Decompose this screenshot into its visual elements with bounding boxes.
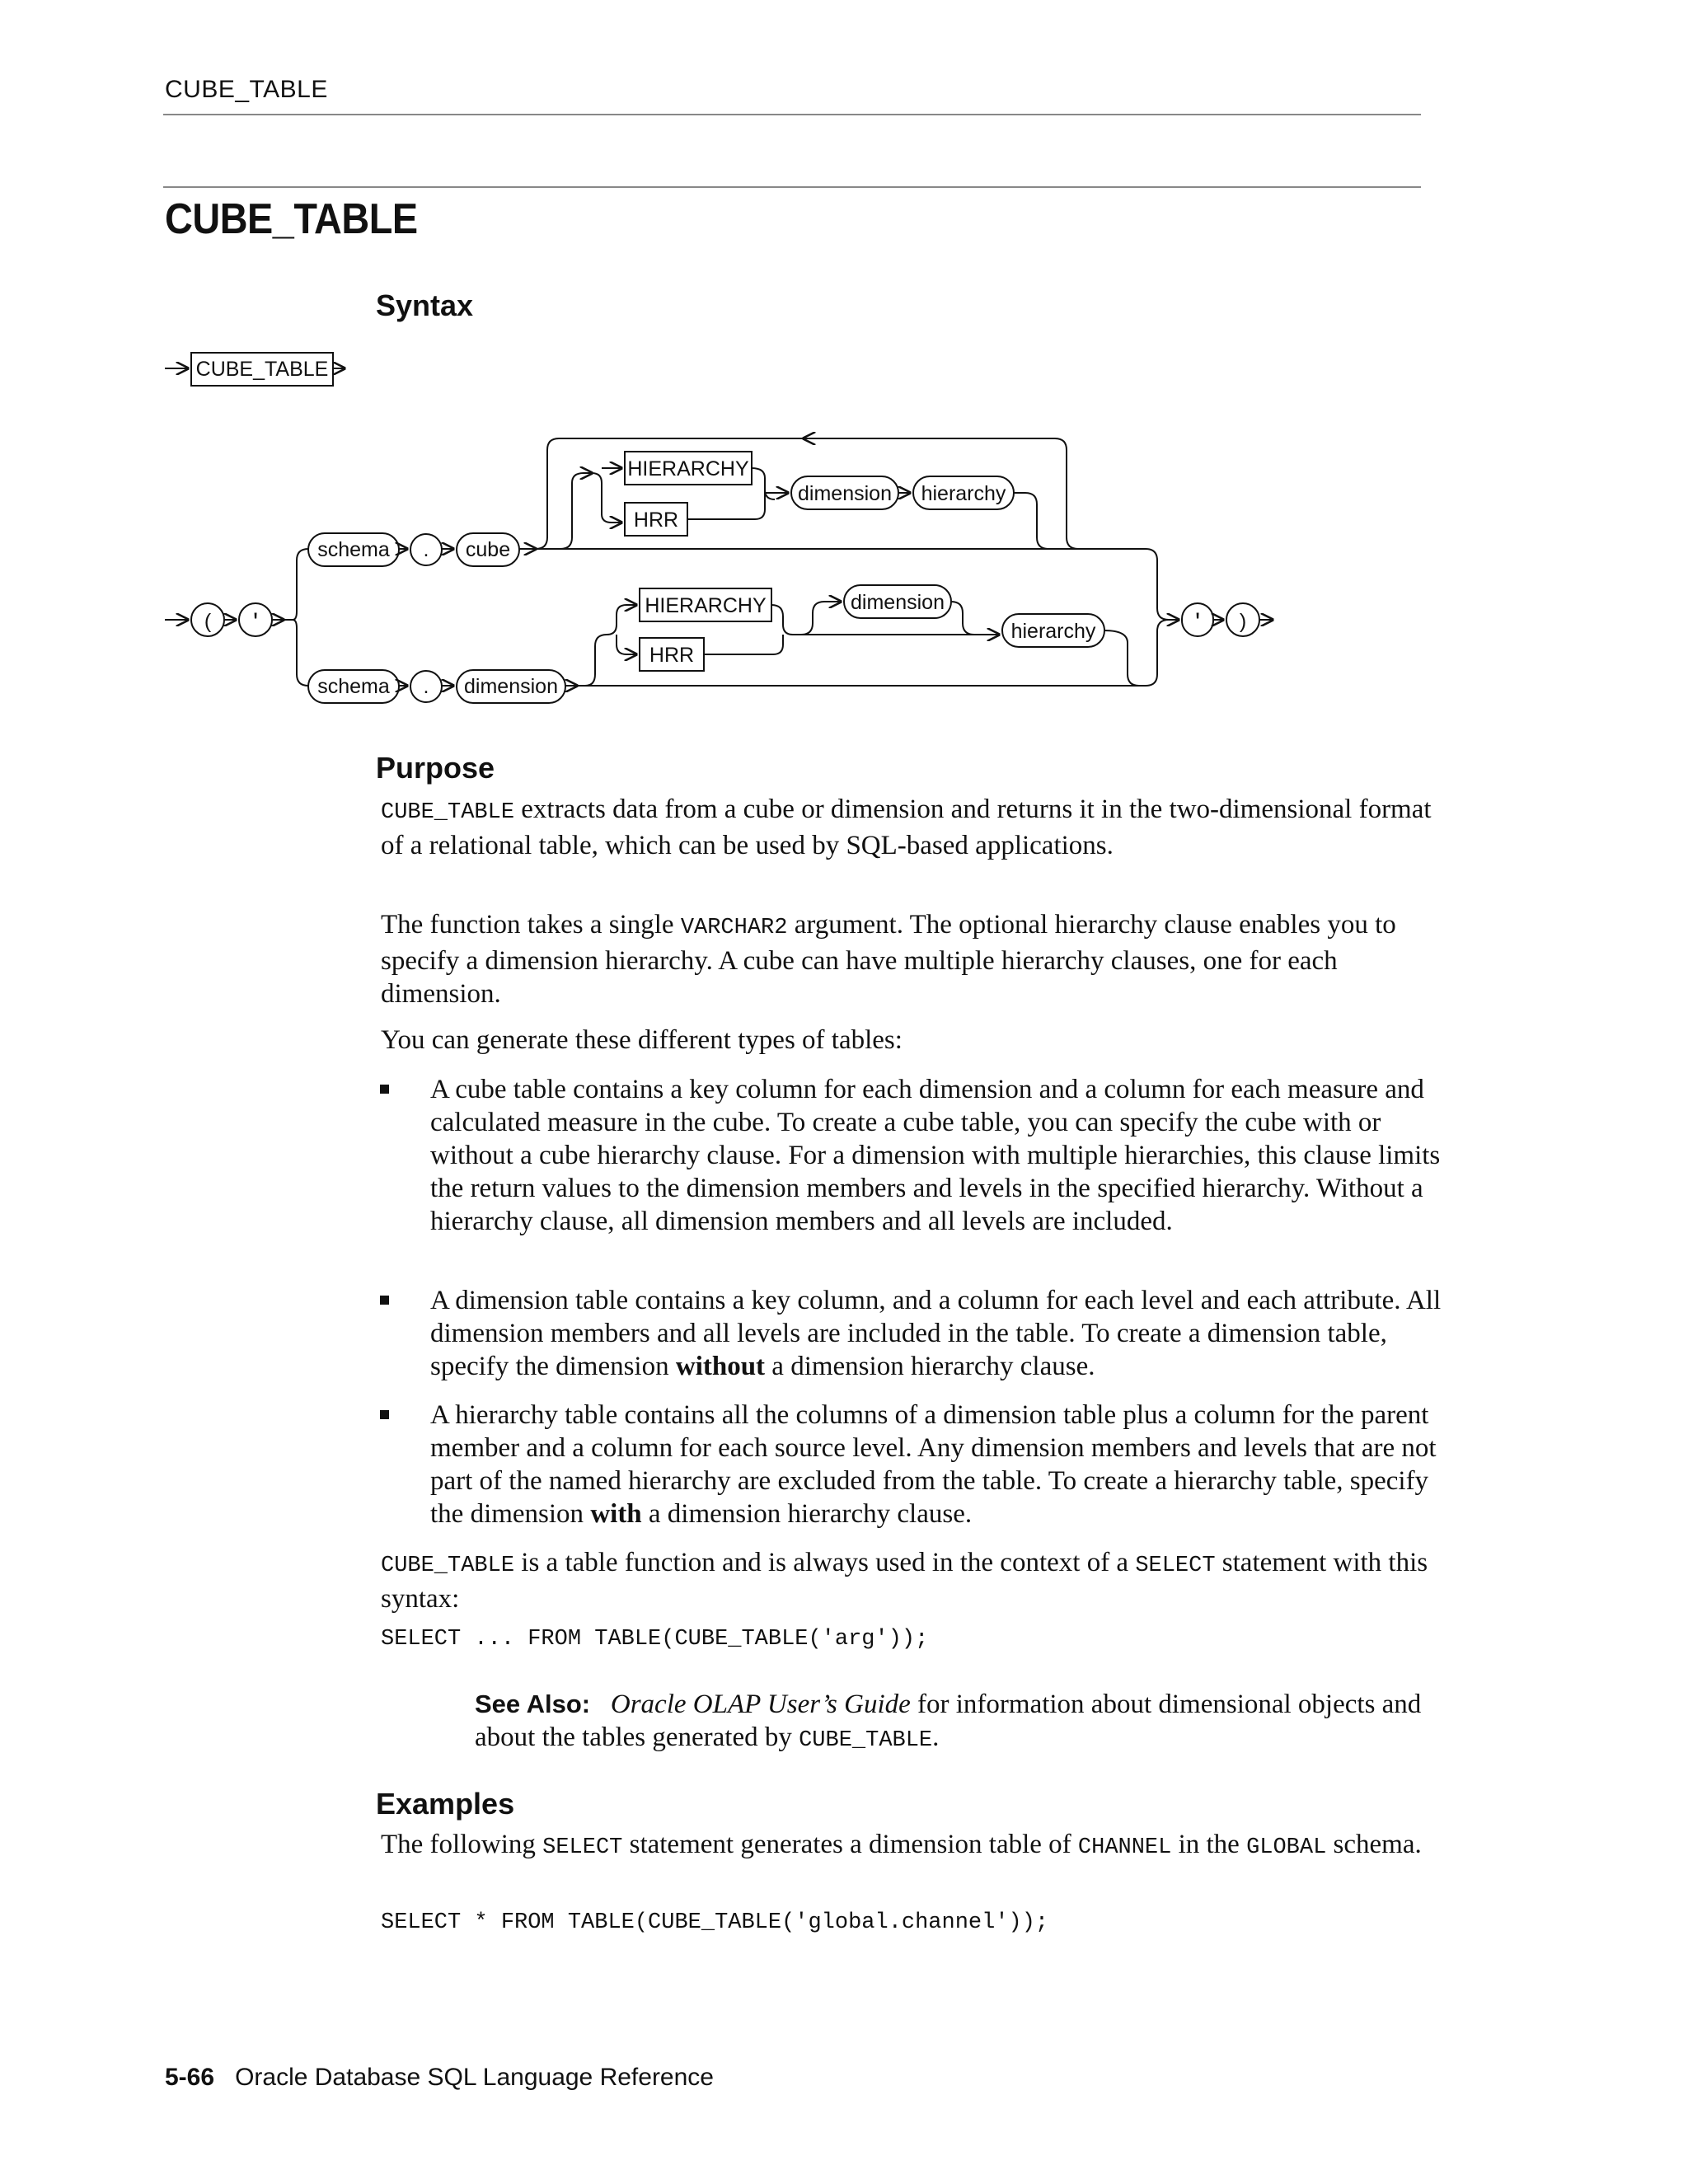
hierarchy-bottom-label: hierarchy	[1010, 620, 1096, 643]
bullet-1-text: A cube table contains a key column for each dimension and a column for each measure and calculated measure in the cube. To create a cube table, you can specify the cube with or without a cube hierarchy clause. For a dimension with multiple hierarchies, this clause limits the return values to the dimension members and levels in the specified hierarchy. Without a hierarchy clause, all dimension members and all levels are included.	[430, 1075, 1441, 1236]
bullet-1-marker	[380, 1085, 389, 1094]
schema-bottom-label: schema	[317, 675, 390, 698]
purpose-paragraph-3: You can generate these different types of tables:	[381, 1025, 903, 1055]
dimension-bottom-label: dimension	[464, 675, 558, 698]
hrr-bottom-label: HRR	[649, 644, 695, 667]
purpose-heading: Purpose	[376, 751, 495, 785]
see-also-note: See Also: Oracle OLAP User’s Guide for information about dimensional objects and about the tables generated by CUBE_TABLE.	[475, 1690, 1422, 1753]
code-example-1: SELECT ... FROM TABLE(CUBE_TABLE('arg'));	[381, 1627, 929, 1652]
hierarchy-kw-top-label: HIERARCHY	[627, 457, 749, 480]
dot-bottom-label: .	[423, 675, 429, 698]
bullet-3-text: A hierarchy table contains all the columns of a dimension table plus a column for the parent member and a column for each source level. Any dimension members and levels that are not part of the named hierarchy are excluded from the table. To create a hierarchy table, specify the dimension with a dimension hierarchy clause.	[430, 1400, 1437, 1529]
open-paren-label: (	[204, 610, 212, 633]
bullet-3-marker	[380, 1410, 389, 1419]
hierarchy-top-label: hierarchy	[921, 482, 1006, 505]
page-number: 5-66	[165, 2064, 215, 2091]
page-title: CUBE_TABLE	[165, 195, 418, 243]
purpose-paragraph-2: The function takes a single VARCHAR2 argument. The optional hierarchy clause enables you to specify a dimension hierarchy. A cube can have multiple hierarchy clauses, one for each dimension.	[381, 910, 1396, 1009]
code-example-2: SELECT * FROM TABLE(CUBE_TABLE('global.channel'));	[381, 1910, 1049, 1935]
dimension-top-label: dimension	[798, 482, 892, 505]
syntax-heading: Syntax	[376, 288, 474, 322]
cube-label: cube	[465, 538, 511, 561]
close-paren-label: )	[1239, 610, 1247, 633]
purpose-paragraph-4: CUBE_TABLE is a table function and is always used in the context of a SELECT statement with this syntax:	[381, 1548, 1428, 1614]
syntax-diagram	[0, 0, 1688, 742]
schema-top-label: schema	[317, 538, 390, 561]
close-quote-label: '	[1194, 607, 1201, 637]
running-head: CUBE_TABLE	[165, 76, 328, 103]
hierarchy-kw-bottom-label: HIERARCHY	[645, 594, 767, 617]
cube-table-keyword-label: CUBE_TABLE	[195, 358, 329, 381]
dimension-optional-label: dimension	[851, 591, 945, 614]
bullet-2-marker	[380, 1296, 389, 1305]
examples-paragraph: The following SELECT statement generates a dimension table of CHANNEL in the GLOBAL schema.	[381, 1830, 1422, 1860]
dot-top-label: .	[423, 538, 429, 561]
open-quote-label: '	[252, 607, 259, 637]
purpose-paragraph-1: CUBE_TABLE extracts data from a cube or dimension and returns it in the two-dimensional format of a relational table, which can be used by SQL-based applications.	[381, 794, 1432, 860]
hrr-top-label: HRR	[633, 509, 679, 532]
book-title: Oracle Database SQL Language Reference	[235, 2064, 714, 2091]
page-footer	[165, 2064, 714, 2092]
examples-heading: Examples	[376, 1787, 515, 1821]
bullet-2-text: A dimension table contains a key column, and a column for each level and each attribute. All dimension members and all levels are included in the table. To create a dimension table, specify the dimension without a dimension hierarchy clause.	[430, 1286, 1442, 1381]
